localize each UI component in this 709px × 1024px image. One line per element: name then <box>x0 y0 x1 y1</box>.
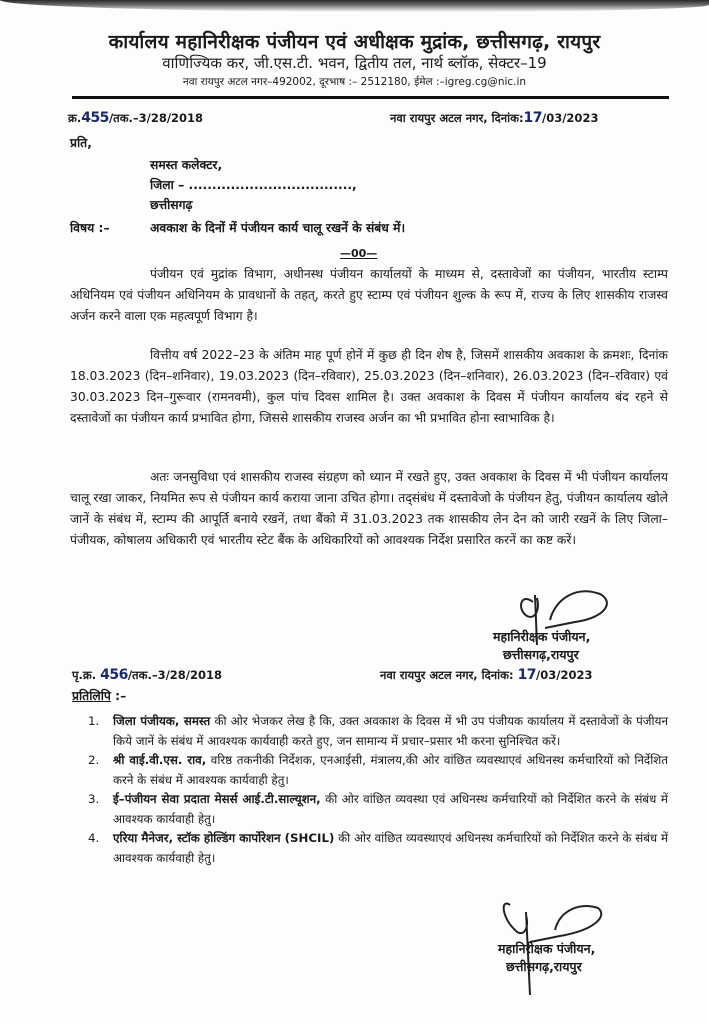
signatory-location-1: छत्तीसगढ़,रायपुर <box>503 647 579 662</box>
place-date-prefix: नवा रायपुर अटल नगर, दिनांक: <box>390 111 524 125</box>
item-text: की ओर भेजकर लेख है कि, उक्त अवकाश के दिवस में भी उप पंजीयक कार्यालय में दस्तावेजों के पंजीयन किये जानें के संबंध में आवश्यक कार्यवाही करते हुए, जन सामान्य में प्रचार–प्रसार भी करना सुनिश्चित करें। <box>113 714 669 748</box>
letterhead-contact: नवा रायपुर अटल नगर–492002, दूरभाष :– 2512180, ईमेल :–igreg.cg@nic.in <box>182 76 527 88</box>
recipient-line-2: जिला – ..................................., <box>150 178 357 192</box>
copy-label-suffix: :– <box>115 689 127 703</box>
paragraph-3-text: अतः जनसुविधा एवं शासकीय राजस्व संग्रहण को ध्यान में रखते हुए, उक्त अवकाश के दिवस में भी पंजीयन कार्यालय चालू रखा जाकर, नियमित रूप से पंजीयन कार्य कराया जाना उचित होगा। तद्संबंध में दस्तावेजो के पंजीयन हेतु, पंजीयन कार्यालय खोले जानें के संबंध में, स्टाम्प की आपूर्ति बनाये रखनें, तथा बैंको में 31.03.2023 तक शासकीय लेन देन को जारी रखनें के लिए जिला–पंजीयक, कोषालय अधिकारी एवं भारतीय स्टेट बैंक के अधिकारियों को आवश्यक निर्देश प्रसारित करनें का कष्ट करें। <box>70 470 668 547</box>
signatory-title-2: महानिरीक्षक पंजीयन, <box>498 941 596 956</box>
endorsement-ref-suffix: /तक.–3/28/2018 <box>127 668 222 682</box>
ref-suffix: /तक.–3/28/2018 <box>108 111 204 125</box>
item-text: की ओर वांछित व्यवस्था एवं अधिनस्थ कर्मचारियों को निर्देशित करने के संबंध में आवश्यक कार्यवाही हेतु। <box>113 792 668 826</box>
item-recipient: श्री वाई.वी.एस. राव, <box>113 753 207 767</box>
endorsement-place-date-prefix: नवा रायपुर अटल नगर, दिनांक: <box>380 668 514 682</box>
letterhead-office: कार्यालय महानिरीक्षक पंजीयन एवं अधीक्षक मुद्रांक, छत्तीसगढ़, रायपुर <box>108 31 601 53</box>
letterhead-address: वाणिज्यिक कर, जी.एस.टी. भवन, द्वितीय तल, नार्थ ब्लॉक, सेक्टर–19 <box>162 54 547 72</box>
item-number: 4. <box>88 831 100 845</box>
item-recipient: जिला पंजीयक, समस्त <box>113 714 211 728</box>
endorsement-ref-prefix: पृ.क्र. <box>72 668 97 682</box>
paragraph-2 <box>70 345 668 429</box>
item-number: 2. <box>88 753 100 767</box>
date-suffix: /03/2023 <box>542 111 599 125</box>
paragraph-2-text: वित्तीय वर्ष 2022–23 के अंतिम माह पूर्ण होनें में कुछ ही दिन शेष है, जिसमें शासकीय अवकाश के क्रमशः, दिनांक 18.03.2023 (दिन–शनिवार), 19.03.2023 (दिन–रविवार), 25.03.2023 (दिन–शनिवार), 26.03.2023 (दिन–रविवार) एवं 30.03.2023 दिन–गुरूवार (रामनवमी), कुल पांच दिवस शामिल है। उक्त अवकाश के दिवस में पंजीयन कार्यालय बंद रहने से दस्तावेजों का पंजीयन कार्य प्रभावित होगा, जिससे शासकीय राजस्व अर्जन का भी प्रभावित होना स्वाभाविक है। <box>70 348 668 425</box>
copy-heading <box>72 686 126 707</box>
ref-number-handwritten: 455 <box>81 110 109 126</box>
paragraph-1-text: पंजीयन एवं मुद्रांक विभाग, अधीनस्थ पंजीयन कार्यालयों के माध्यम से, दस्तावेजों का पंजीयन, भारतीय स्टाम्प अधिनियम एवं पंजीयन अधिनियम के प्रावधानों के तहत्, करते हुए स्टाम्प एवं पंजीयन शुल्क के रूप में, राज्य के लिए शासकीय राजस्व अर्जन करने वाला एक महत्वपूर्ण विभाग है। <box>70 267 668 323</box>
separator: —00— <box>340 247 378 260</box>
copy-list-item <box>88 790 668 829</box>
signatory-title-1: महानिरीक्षक पंजीयन, <box>493 629 591 644</box>
endorsement-ref-handwritten: 456 <box>100 667 128 683</box>
paragraph-3 <box>70 467 668 551</box>
endorsement-date-suffix: /03/2023 <box>536 668 593 682</box>
item-recipient: एरिया मैनेजर, स्टॉक होल्डिंग कार्पोरेशन (SHCIL) <box>113 831 335 845</box>
endorsement-reference <box>72 667 222 683</box>
copy-list-item <box>88 751 668 790</box>
item-text: की ओर वांछित व्यवस्थाएवं अधिनस्थ कर्मचारियों को निर्देशित करने के संबंध में आवश्यक कार्यवाही हेतु। <box>113 831 668 865</box>
item-text: वरिष्ठ तकनीकी निर्देशक, एनआईसी, मंत्रालय,की ओर वांछित व्यवस्थाएवं अधिनस्थ कर्मचारियों को निर्देशित करने के संबंध में आवश्यक कार्यवाही हेतु। <box>113 753 668 787</box>
signatory-location-2: छत्तीसगढ़,रायपुर <box>506 959 582 974</box>
letter-place-date <box>390 110 598 126</box>
item-number: 1. <box>88 714 100 728</box>
item-number: 3. <box>88 792 100 806</box>
copy-list-item <box>88 712 668 751</box>
subject-label: विषय :– <box>70 221 110 235</box>
copy-list-item <box>88 829 668 868</box>
letter-reference <box>68 110 203 126</box>
paragraph-1 <box>70 264 668 327</box>
subject-text: अवकाश के दिनों में पंजीयन कार्य चालू रखनें के संबंध में। <box>150 221 406 235</box>
ref-prefix: क्र. <box>68 111 82 125</box>
signatory-block-1 <box>493 628 590 664</box>
endorsement-date-handwritten: 17 <box>517 667 537 683</box>
copy-label: प्रतिलिपि <box>72 689 111 703</box>
to-label: प्रति, <box>70 136 92 150</box>
recipient-line-3: छत्तीसगढ़ <box>150 198 193 212</box>
letterhead-divider <box>72 96 669 99</box>
item-recipient: ई–पंजीयन सेवा प्रदाता मेसर्स आई.टी.साल्यूशन, <box>113 792 321 806</box>
date-day-handwritten: 17 <box>523 110 543 126</box>
signatory-block-2 <box>498 940 595 976</box>
endorsement-place-date <box>380 667 592 683</box>
copy-list <box>88 712 668 868</box>
recipient-line-1: समस्त कलेक्टर, <box>150 158 223 172</box>
